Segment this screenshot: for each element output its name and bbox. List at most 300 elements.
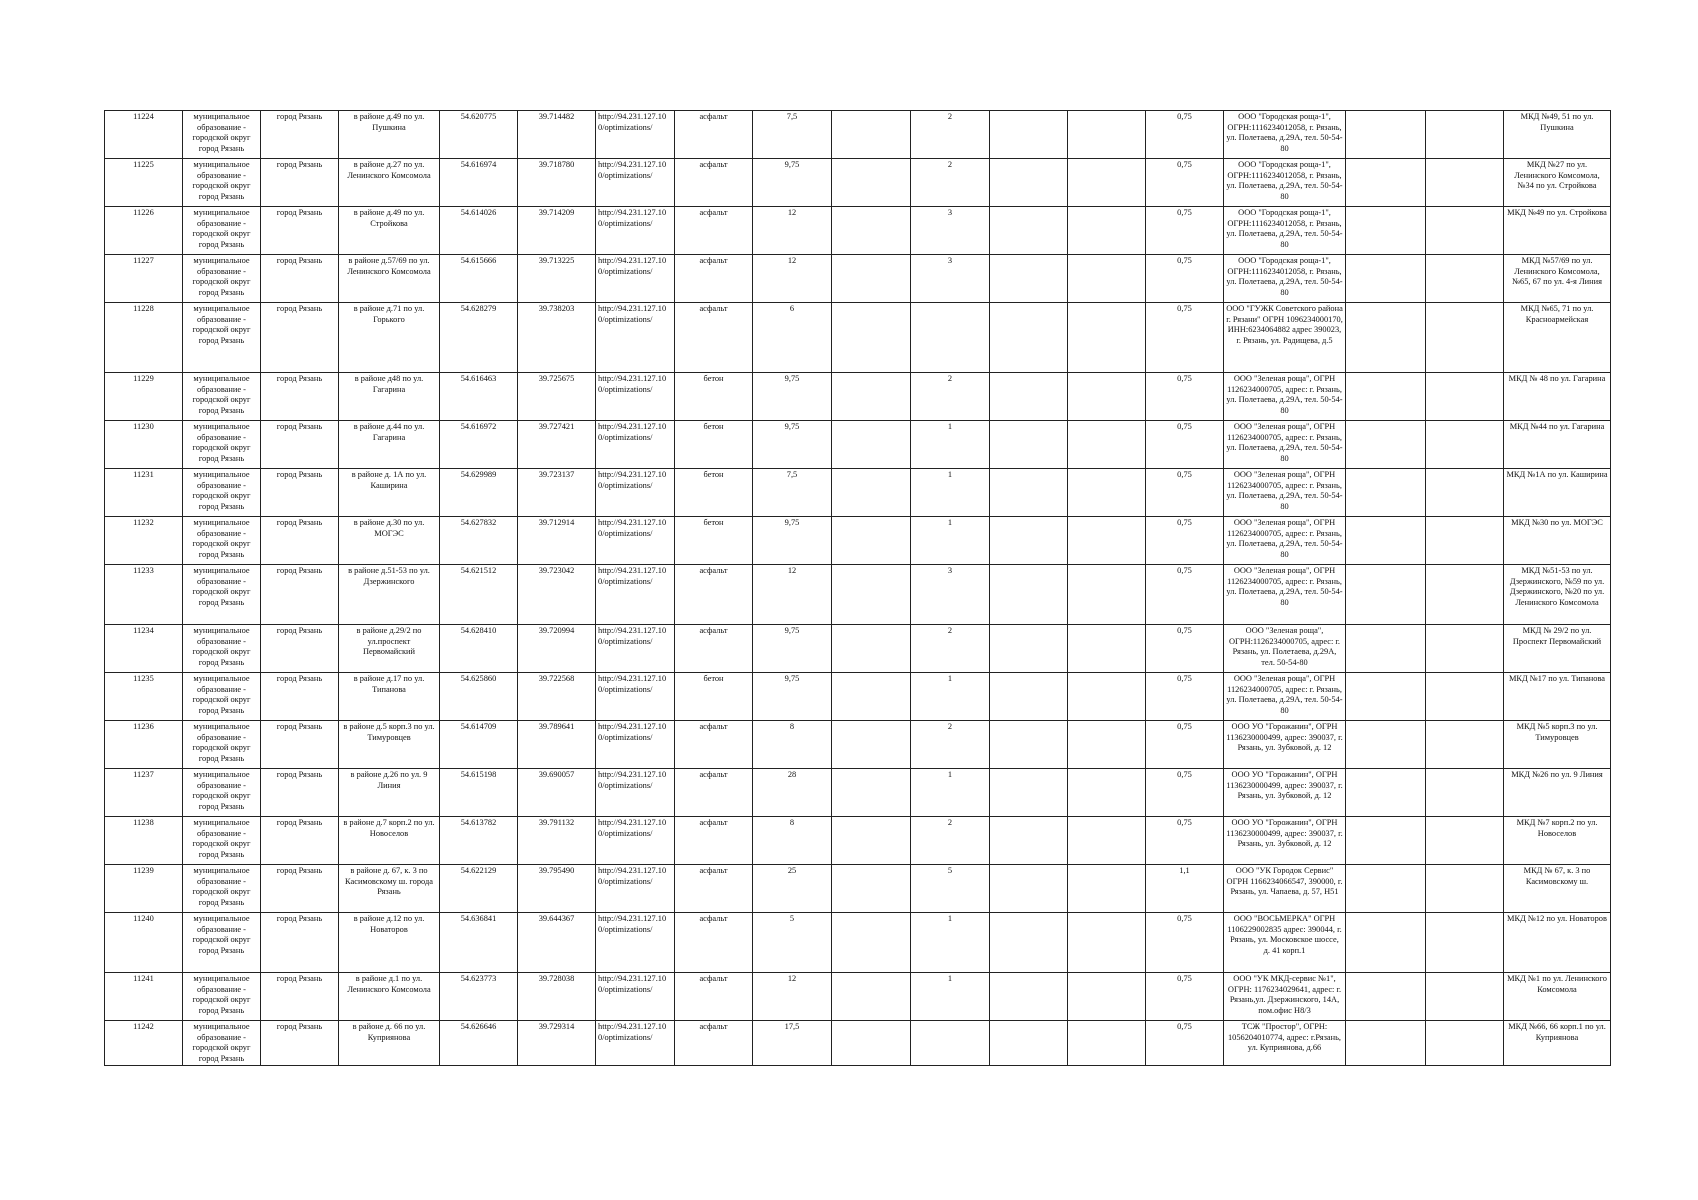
registry-table	[104, 110, 1611, 1066]
empty-cell	[832, 255, 911, 303]
address-cell: в районе д.49 по ул. Стройкова	[339, 207, 440, 255]
container-volume-cell: 1,1	[1146, 865, 1224, 913]
city-cell: город Рязань	[261, 865, 339, 913]
empty-cell	[990, 973, 1068, 1021]
empty-cell	[1426, 769, 1504, 817]
record-id-cell: 11234	[105, 625, 183, 673]
served-buildings-cell: МКД №7 корп.2 по ул. Новоселов	[1504, 817, 1611, 865]
surface-cell: асфальт	[675, 207, 753, 255]
address-cell: в районе д.49 по ул. Пушкина	[339, 111, 440, 159]
container-count-cell: 1	[911, 517, 990, 565]
municipality-cell: муниципальное образование - городской округ город Рязань	[183, 625, 261, 673]
empty-cell	[990, 913, 1068, 973]
latitude-cell: 54.616463	[440, 373, 518, 421]
table-row	[105, 207, 1611, 255]
map-link-cell: http://94.231.127.10 0/optimizations/	[596, 565, 675, 625]
owner-organization-cell: ООО "ВОСЬМЕРКА" ОГРН 1106229002835 адрес: 390044, г. Рязань, ул. Московское шоссе, д. 41 корп.1	[1224, 913, 1346, 973]
area-cell: 28	[753, 769, 832, 817]
container-volume-cell: 0,75	[1146, 517, 1224, 565]
address-cell: в районе д.29/2 по ул.проспект Первомайский	[339, 625, 440, 673]
served-buildings-cell: МКД №49 по ул. Стройкова	[1504, 207, 1611, 255]
served-buildings-cell: МКД №57/69 по ул. Ленинского Комсомола, №65, 67 по ул. 4-я Линия	[1504, 255, 1611, 303]
empty-cell	[1068, 973, 1146, 1021]
container-volume-cell: 0,75	[1146, 1021, 1224, 1066]
map-link-cell: http://94.231.127.10 0/optimizations/	[596, 159, 675, 207]
empty-cell	[1426, 721, 1504, 769]
empty-cell	[1068, 255, 1146, 303]
surface-cell: бетон	[675, 517, 753, 565]
empty-cell	[990, 255, 1068, 303]
served-buildings-cell: МКД №65, 71 по ул. Красноармейская	[1504, 303, 1611, 373]
surface-cell: асфальт	[675, 159, 753, 207]
container-count-cell: 2	[911, 721, 990, 769]
empty-cell	[1068, 469, 1146, 517]
owner-organization-cell: ООО "УК МКД-сервис №1", ОГРН: 1176234029641, адрес: г. Рязань,ул. Дзержинского, 14А, пом.офис Н8/3	[1224, 973, 1346, 1021]
area-cell: 12	[753, 565, 832, 625]
owner-organization-cell: ООО УО "Горожанин", ОГРН 1136230000499, адрес: 390037, г. Рязань, ул. Зубковой, д. 12	[1224, 817, 1346, 865]
record-id-cell: 11236	[105, 721, 183, 769]
municipality-cell: муниципальное образование - городской округ город Рязань	[183, 673, 261, 721]
area-cell: 9,75	[753, 625, 832, 673]
latitude-cell: 54.616972	[440, 421, 518, 469]
address-cell: в районе д.7 корп.2 по ул. Новоселов	[339, 817, 440, 865]
longitude-cell: 39.714209	[518, 207, 596, 255]
container-count-cell: 1	[911, 913, 990, 973]
area-cell: 9,75	[753, 673, 832, 721]
empty-cell	[832, 469, 911, 517]
container-count-cell	[911, 303, 990, 373]
table-row	[105, 159, 1611, 207]
municipality-cell: муниципальное образование - городской округ город Рязань	[183, 207, 261, 255]
latitude-cell: 54.625860	[440, 673, 518, 721]
empty-cell	[832, 913, 911, 973]
table-row	[105, 913, 1611, 973]
empty-cell	[832, 517, 911, 565]
longitude-cell: 39.690057	[518, 769, 596, 817]
address-cell: в районе д.27 по ул. Ленинского Комсомола	[339, 159, 440, 207]
municipality-cell: муниципальное образование - городской округ город Рязань	[183, 817, 261, 865]
longitude-cell: 39.722568	[518, 673, 596, 721]
longitude-cell: 39.720994	[518, 625, 596, 673]
container-count-cell: 1	[911, 469, 990, 517]
container-volume-cell: 0,75	[1146, 207, 1224, 255]
empty-cell	[990, 517, 1068, 565]
served-buildings-cell: МКД №27 по ул. Ленинского Комсомола, №34 по ул. Стройкова	[1504, 159, 1611, 207]
owner-organization-cell: ООО "Зеленая роща", ОГРН 1126234000705, адрес: г. Рязань, ул. Полетаева, д.29А, тел. 50-54-80	[1224, 517, 1346, 565]
owner-organization-cell: ООО "УК Городок Сервис" ОГРН 1166234066547, 390000, г. Рязань, ул. Чапаева, д. 57, Н51	[1224, 865, 1346, 913]
container-volume-cell: 0,75	[1146, 469, 1224, 517]
served-buildings-cell: МКД №51-53 по ул. Дзержинского, №59 по ул. Дзержинского, №20 по ул. Ленинского Комсомола	[1504, 565, 1611, 625]
empty-cell	[1346, 769, 1426, 817]
empty-cell	[990, 1021, 1068, 1066]
empty-cell	[990, 865, 1068, 913]
municipality-cell: муниципальное образование - городской округ город Рязань	[183, 111, 261, 159]
address-cell: в районе д.12 по ул. Новаторов	[339, 913, 440, 973]
empty-cell	[1346, 469, 1426, 517]
address-cell: в районе д. 1А по ул. Каширина	[339, 469, 440, 517]
served-buildings-cell: МКД № 67, к. 3 по Касимовскому ш.	[1504, 865, 1611, 913]
served-buildings-cell: МКД №44 по ул. Гагарина	[1504, 421, 1611, 469]
city-cell: город Рязань	[261, 625, 339, 673]
owner-organization-cell: ООО УО "Горожанин", ОГРН 1136230000499, адрес: 390037, г. Рязань, ул. Зубковой, д. 12	[1224, 769, 1346, 817]
owner-organization-cell: ООО "Зеленая роща", ОГРН:1126234000705, адрес: г. Рязань, ул. Полетаева, д.29А, тел. 50-54-80	[1224, 625, 1346, 673]
owner-organization-cell: ООО "Зеленая роща", ОГРН 1126234000705, адрес: г. Рязань, ул. Полетаева, д.29А, тел. 50-54-80	[1224, 673, 1346, 721]
empty-cell	[990, 373, 1068, 421]
container-count-cell: 2	[911, 111, 990, 159]
empty-cell	[1068, 769, 1146, 817]
longitude-cell: 39.795490	[518, 865, 596, 913]
longitude-cell: 39.738203	[518, 303, 596, 373]
area-cell: 8	[753, 817, 832, 865]
empty-cell	[1068, 517, 1146, 565]
container-volume-cell: 0,75	[1146, 973, 1224, 1021]
record-id-cell: 11228	[105, 303, 183, 373]
area-cell: 9,75	[753, 421, 832, 469]
owner-organization-cell: ООО "ГУЖК Советского района г. Рязани" ОГРН 1096234000170, ИНН:6234064882 адрес 390023, г. Рязань, ул. Радищева, д.5	[1224, 303, 1346, 373]
area-cell: 9,75	[753, 159, 832, 207]
address-cell: в районе д. 66 по ул. Куприянова	[339, 1021, 440, 1066]
table-row	[105, 421, 1611, 469]
empty-cell	[1346, 159, 1426, 207]
municipality-cell: муниципальное образование - городской округ город Рязань	[183, 303, 261, 373]
surface-cell: бетон	[675, 421, 753, 469]
latitude-cell: 54.621512	[440, 565, 518, 625]
owner-organization-cell: ООО "Городская роща-1", ОГРН:1116234012058, г. Рязань, ул. Полетаева, д.29А, тел. 50-54-80	[1224, 255, 1346, 303]
surface-cell: асфальт	[675, 255, 753, 303]
empty-cell	[1068, 421, 1146, 469]
map-link-cell: http://94.231.127.10 0/optimizations/	[596, 721, 675, 769]
empty-cell	[1346, 373, 1426, 421]
empty-cell	[832, 1021, 911, 1066]
surface-cell: бетон	[675, 469, 753, 517]
record-id-cell: 11238	[105, 817, 183, 865]
empty-cell	[1426, 565, 1504, 625]
table-body	[105, 111, 1611, 1066]
owner-organization-cell: ООО "Зеленая роща", ОГРН 1126234000705, адрес: г. Рязань, ул. Полетаева, д.29А, тел. 50-54-80	[1224, 421, 1346, 469]
area-cell: 5	[753, 913, 832, 973]
table-row	[105, 625, 1611, 673]
empty-cell	[1346, 303, 1426, 373]
map-link-cell: http://94.231.127.10 0/optimizations/	[596, 865, 675, 913]
city-cell: город Рязань	[261, 373, 339, 421]
municipality-cell: муниципальное образование - городской округ город Рязань	[183, 469, 261, 517]
latitude-cell: 54.628410	[440, 625, 518, 673]
municipality-cell: муниципальное образование - городской округ город Рязань	[183, 565, 261, 625]
record-id-cell: 11229	[105, 373, 183, 421]
record-id-cell: 11239	[105, 865, 183, 913]
map-link-cell: http://94.231.127.10 0/optimizations/	[596, 913, 675, 973]
empty-cell	[1068, 373, 1146, 421]
container-volume-cell: 0,75	[1146, 159, 1224, 207]
latitude-cell: 54.613782	[440, 817, 518, 865]
empty-cell	[1068, 303, 1146, 373]
empty-cell	[990, 565, 1068, 625]
map-link-cell: http://94.231.127.10 0/optimizations/	[596, 517, 675, 565]
empty-cell	[990, 207, 1068, 255]
address-cell: в районе д48 по ул. Гагарина	[339, 373, 440, 421]
latitude-cell: 54.629989	[440, 469, 518, 517]
record-id-cell: 11241	[105, 973, 183, 1021]
empty-cell	[1068, 207, 1146, 255]
latitude-cell: 54.615666	[440, 255, 518, 303]
address-cell: в районе д.1 по ул. Ленинского Комсомола	[339, 973, 440, 1021]
empty-cell	[1346, 421, 1426, 469]
owner-organization-cell: ООО "Городская роща-1", ОГРН:1116234012058, г. Рязань, ул. Полетаева, д.29А, тел. 50-54-80	[1224, 207, 1346, 255]
surface-cell: асфальт	[675, 111, 753, 159]
served-buildings-cell: МКД №66, 66 корп.1 по ул. Куприянова	[1504, 1021, 1611, 1066]
latitude-cell: 54.620775	[440, 111, 518, 159]
record-id-cell: 11237	[105, 769, 183, 817]
area-cell: 12	[753, 255, 832, 303]
empty-cell	[1426, 973, 1504, 1021]
empty-cell	[1346, 673, 1426, 721]
empty-cell	[1346, 255, 1426, 303]
owner-organization-cell: ООО "Городская роща-1", ОГРН:1116234012058, г. Рязань, ул. Полетаева, д.29А, тел. 50-54-80	[1224, 159, 1346, 207]
container-count-cell: 2	[911, 625, 990, 673]
latitude-cell: 54.614026	[440, 207, 518, 255]
latitude-cell: 54.622129	[440, 865, 518, 913]
latitude-cell: 54.623773	[440, 973, 518, 1021]
table-row	[105, 469, 1611, 517]
longitude-cell: 39.725675	[518, 373, 596, 421]
longitude-cell: 39.727421	[518, 421, 596, 469]
owner-organization-cell: ООО "Городская роща-1", ОГРН:1116234012058, г. Рязань, ул. Полетаева, д.29А, тел. 50-54-80	[1224, 111, 1346, 159]
area-cell: 7,5	[753, 469, 832, 517]
map-link-cell: http://94.231.127.10 0/optimizations/	[596, 817, 675, 865]
container-volume-cell: 0,75	[1146, 255, 1224, 303]
container-volume-cell: 0,75	[1146, 721, 1224, 769]
container-volume-cell: 0,75	[1146, 565, 1224, 625]
surface-cell: асфальт	[675, 1021, 753, 1066]
served-buildings-cell: МКД № 29/2 по ул. Проспект Первомайский	[1504, 625, 1611, 673]
empty-cell	[1068, 865, 1146, 913]
container-count-cell: 5	[911, 865, 990, 913]
served-buildings-cell: МКД №26 по ул. 9 Линия	[1504, 769, 1611, 817]
empty-cell	[1068, 1021, 1146, 1066]
city-cell: город Рязань	[261, 913, 339, 973]
longitude-cell: 39.723042	[518, 565, 596, 625]
container-count-cell	[911, 1021, 990, 1066]
surface-cell: асфальт	[675, 625, 753, 673]
map-link-cell: http://94.231.127.10 0/optimizations/	[596, 421, 675, 469]
empty-cell	[1068, 673, 1146, 721]
empty-cell	[1426, 469, 1504, 517]
empty-cell	[832, 865, 911, 913]
empty-cell	[1346, 973, 1426, 1021]
container-count-cell: 1	[911, 673, 990, 721]
municipality-cell: муниципальное образование - городской округ город Рязань	[183, 159, 261, 207]
map-link-cell: http://94.231.127.10 0/optimizations/	[596, 1021, 675, 1066]
registry-table-sheet	[104, 110, 1611, 1066]
empty-cell	[832, 721, 911, 769]
area-cell: 9,75	[753, 373, 832, 421]
empty-cell	[1426, 913, 1504, 973]
container-count-cell: 2	[911, 817, 990, 865]
latitude-cell: 54.636841	[440, 913, 518, 973]
surface-cell: асфальт	[675, 721, 753, 769]
longitude-cell: 39.791132	[518, 817, 596, 865]
owner-organization-cell: ООО "Зеленая роща", ОГРН 1126234000705, адрес: г. Рязань, ул. Полетаева, д.29А, тел. 50-54-80	[1224, 469, 1346, 517]
municipality-cell: муниципальное образование - городской округ город Рязань	[183, 517, 261, 565]
municipality-cell: муниципальное образование - городской округ город Рязань	[183, 865, 261, 913]
longitude-cell: 39.714482	[518, 111, 596, 159]
empty-cell	[832, 421, 911, 469]
city-cell: город Рязань	[261, 255, 339, 303]
map-link-cell: http://94.231.127.10 0/optimizations/	[596, 303, 675, 373]
city-cell: город Рязань	[261, 421, 339, 469]
empty-cell	[990, 303, 1068, 373]
table-row	[105, 565, 1611, 625]
longitude-cell: 39.713225	[518, 255, 596, 303]
container-volume-cell: 0,75	[1146, 303, 1224, 373]
record-id-cell: 11240	[105, 913, 183, 973]
map-link-cell: http://94.231.127.10 0/optimizations/	[596, 255, 675, 303]
city-cell: город Рязань	[261, 469, 339, 517]
table-row	[105, 1021, 1611, 1066]
container-count-cell: 3	[911, 207, 990, 255]
longitude-cell: 39.729314	[518, 1021, 596, 1066]
record-id-cell: 11233	[105, 565, 183, 625]
empty-cell	[1426, 111, 1504, 159]
municipality-cell: муниципальное образование - городской округ город Рязань	[183, 1021, 261, 1066]
surface-cell: асфальт	[675, 303, 753, 373]
address-cell: в районе д.57/69 по ул. Ленинского Комсомола	[339, 255, 440, 303]
served-buildings-cell: МКД №49, 51 по ул. Пушкина	[1504, 111, 1611, 159]
area-cell: 9,75	[753, 517, 832, 565]
empty-cell	[1346, 625, 1426, 673]
record-id-cell: 11232	[105, 517, 183, 565]
served-buildings-cell: МКД №5 корп.3 по ул. Тимуровцев	[1504, 721, 1611, 769]
container-count-cell: 3	[911, 255, 990, 303]
map-link-cell: http://94.231.127.10 0/optimizations/	[596, 469, 675, 517]
empty-cell	[832, 625, 911, 673]
empty-cell	[1426, 373, 1504, 421]
owner-organization-cell: ООО "Зеленая роща", ОГРН 1126234000705, адрес: г. Рязань, ул. Полетаева, д.29А, тел. 50-54-80	[1224, 373, 1346, 421]
record-id-cell: 11226	[105, 207, 183, 255]
record-id-cell: 11242	[105, 1021, 183, 1066]
empty-cell	[1346, 913, 1426, 973]
address-cell: в районе д.44 по ул. Гагарина	[339, 421, 440, 469]
record-id-cell: 11227	[105, 255, 183, 303]
empty-cell	[1346, 865, 1426, 913]
municipality-cell: муниципальное образование - городской округ город Рязань	[183, 255, 261, 303]
empty-cell	[1068, 159, 1146, 207]
area-cell: 12	[753, 973, 832, 1021]
empty-cell	[990, 769, 1068, 817]
empty-cell	[1346, 517, 1426, 565]
address-cell: в районе д.30 по ул. МОГЭС	[339, 517, 440, 565]
empty-cell	[832, 565, 911, 625]
map-link-cell: http://94.231.127.10 0/optimizations/	[596, 673, 675, 721]
area-cell: 17,5	[753, 1021, 832, 1066]
empty-cell	[990, 469, 1068, 517]
empty-cell	[1346, 565, 1426, 625]
longitude-cell: 39.712914	[518, 517, 596, 565]
surface-cell: бетон	[675, 373, 753, 421]
served-buildings-cell: МКД №30 по ул. МОГЭС	[1504, 517, 1611, 565]
empty-cell	[1068, 565, 1146, 625]
address-cell: в районе д.71 по ул. Горького	[339, 303, 440, 373]
record-id-cell: 11230	[105, 421, 183, 469]
empty-cell	[1346, 817, 1426, 865]
map-link-cell: http://94.231.127.10 0/optimizations/	[596, 973, 675, 1021]
latitude-cell: 54.615198	[440, 769, 518, 817]
empty-cell	[832, 769, 911, 817]
map-link-cell: http://94.231.127.10 0/optimizations/	[596, 111, 675, 159]
city-cell: город Рязань	[261, 973, 339, 1021]
empty-cell	[990, 421, 1068, 469]
address-cell: в районе д.51-53 по ул. Дзержинского	[339, 565, 440, 625]
city-cell: город Рязань	[261, 673, 339, 721]
container-volume-cell: 0,75	[1146, 111, 1224, 159]
served-buildings-cell: МКД №17 по ул. Типанова	[1504, 673, 1611, 721]
empty-cell	[1426, 1021, 1504, 1066]
empty-cell	[1346, 111, 1426, 159]
empty-cell	[1068, 817, 1146, 865]
served-buildings-cell: МКД № 48 по ул. Гагарина	[1504, 373, 1611, 421]
served-buildings-cell: МКД №1А по ул. Каширина	[1504, 469, 1611, 517]
empty-cell	[832, 159, 911, 207]
surface-cell: асфальт	[675, 865, 753, 913]
address-cell: в районе д. 67, к. 3 по Касимовскому ш. города Рязань	[339, 865, 440, 913]
city-cell: город Рязань	[261, 303, 339, 373]
container-count-cell: 3	[911, 565, 990, 625]
latitude-cell: 54.626646	[440, 1021, 518, 1066]
owner-organization-cell: ТСЖ "Простор", ОГРН: 1056204010774, адрес: г.Рязань, ул. Куприянова, д.66	[1224, 1021, 1346, 1066]
city-cell: город Рязань	[261, 817, 339, 865]
longitude-cell: 39.789641	[518, 721, 596, 769]
empty-cell	[990, 625, 1068, 673]
container-volume-cell: 0,75	[1146, 373, 1224, 421]
municipality-cell: муниципальное образование - городской округ город Рязань	[183, 721, 261, 769]
empty-cell	[990, 673, 1068, 721]
table-row	[105, 517, 1611, 565]
surface-cell: асфальт	[675, 973, 753, 1021]
container-volume-cell: 0,75	[1146, 769, 1224, 817]
empty-cell	[1426, 673, 1504, 721]
empty-cell	[832, 673, 911, 721]
surface-cell: асфальт	[675, 817, 753, 865]
empty-cell	[832, 973, 911, 1021]
record-id-cell: 11235	[105, 673, 183, 721]
table-row	[105, 255, 1611, 303]
table-row	[105, 111, 1611, 159]
area-cell: 25	[753, 865, 832, 913]
empty-cell	[832, 817, 911, 865]
container-volume-cell: 0,75	[1146, 421, 1224, 469]
empty-cell	[832, 111, 911, 159]
table-row	[105, 673, 1611, 721]
latitude-cell: 54.614709	[440, 721, 518, 769]
container-volume-cell: 0,75	[1146, 817, 1224, 865]
latitude-cell: 54.627832	[440, 517, 518, 565]
municipality-cell: муниципальное образование - городской округ город Рязань	[183, 373, 261, 421]
table-row	[105, 373, 1611, 421]
latitude-cell: 54.616974	[440, 159, 518, 207]
owner-organization-cell: ООО "Зеленая роща", ОГРН 1126234000705, адрес: г. Рязань, ул. Полетаева, д.29А, тел. 50-54-80	[1224, 565, 1346, 625]
address-cell: в районе д.26 по ул. 9 Линия	[339, 769, 440, 817]
city-cell: город Рязань	[261, 1021, 339, 1066]
address-cell: в районе д.5 корп.3 по ул. Тимуровцев	[339, 721, 440, 769]
record-id-cell: 11225	[105, 159, 183, 207]
empty-cell	[990, 817, 1068, 865]
table-row	[105, 721, 1611, 769]
municipality-cell: муниципальное образование - городской округ город Рязань	[183, 913, 261, 973]
record-id-cell: 11224	[105, 111, 183, 159]
surface-cell: асфальт	[675, 913, 753, 973]
city-cell: город Рязань	[261, 517, 339, 565]
city-cell: город Рязань	[261, 565, 339, 625]
